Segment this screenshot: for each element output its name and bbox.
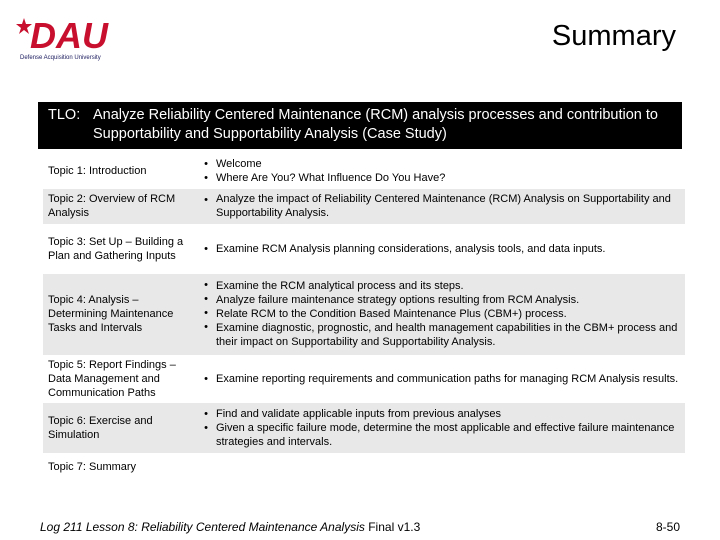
logo-subtext: Defense Acquisition University bbox=[20, 55, 101, 61]
page-number: 8-50 bbox=[655, 520, 680, 534]
topic-cell bbox=[43, 188, 196, 224]
bullets-cell: • • • • bbox=[196, 273, 216, 355]
footer-course: Log 211 Lesson 8: Reliability Centered Maintenance Analysis bbox=[40, 520, 365, 534]
page-title: Summary bbox=[551, 20, 676, 52]
bullets-cell: • bbox=[196, 224, 216, 273]
table-row bbox=[43, 355, 685, 402]
topic-name: Introduction bbox=[88, 164, 147, 177]
table-row bbox=[43, 154, 685, 188]
tlo-banner bbox=[38, 102, 682, 149]
topic-label: Topic 6: bbox=[48, 414, 86, 427]
items-cell: Examine reporting requirements and communication paths for managing RCM Analysis results. bbox=[216, 355, 685, 402]
topic-name: Summary bbox=[88, 461, 137, 473]
topic-label: Topic 3: bbox=[48, 235, 86, 248]
bullets-cell: • • bbox=[196, 402, 216, 453]
table-row bbox=[43, 224, 685, 273]
table-row bbox=[43, 188, 685, 224]
items-cell: Find and validate applicable inputs from previous analyses Given a specific failure mode, determine the most applicable and effective failure maintenance strategies and intervals. bbox=[216, 402, 685, 453]
bullets-cell: • bbox=[196, 188, 216, 224]
topic-label: Topic 7: bbox=[48, 461, 86, 473]
bullets-cell: • bbox=[196, 355, 216, 402]
bullets-cell: • • bbox=[196, 154, 216, 188]
topic-label: Topic 2: bbox=[48, 193, 86, 205]
footer-left bbox=[40, 520, 420, 534]
items-cell: Analyze the impact of Reliability Centered Maintenance (RCM) Analysis on Supportability and Supportability Analysis. bbox=[216, 188, 685, 224]
topic-cell bbox=[43, 224, 196, 273]
topic-label: Topic 5: bbox=[48, 358, 86, 371]
topic-cell bbox=[43, 355, 196, 402]
footer-version: Final v1.3 bbox=[368, 520, 421, 534]
topic-name: Analysis – Determining Maintenance Tasks and Intervals bbox=[48, 294, 174, 334]
topic-cell bbox=[43, 154, 196, 188]
topic-name: Set Up – Building a Plan and Gathering Inputs bbox=[48, 235, 184, 262]
topic-cell bbox=[43, 273, 196, 355]
topics-table bbox=[43, 154, 685, 453]
table-row bbox=[43, 402, 685, 453]
topic-cell bbox=[43, 402, 196, 453]
tlo-text: Analyze Reliability Centered Maintenance (RCM) analysis processes and contribution to Supportability and Supportability Analysis (Case Study) bbox=[93, 107, 658, 142]
topic-name: Report Findings – Data Management and Communication Paths bbox=[48, 358, 176, 399]
table-row bbox=[43, 273, 685, 355]
dau-logo bbox=[14, 12, 194, 62]
topic-7 bbox=[48, 461, 136, 473]
topic-label: Topic 4: bbox=[48, 294, 86, 306]
tlo-label: TLO: bbox=[48, 107, 81, 123]
topic-name: Overview of RCM Analysis bbox=[48, 193, 176, 219]
items-cell: Welcome Where Are You? What Influence Do You Have? bbox=[216, 154, 685, 188]
topic-label: Topic 1: bbox=[48, 164, 86, 177]
items-cell: Examine the RCM analytical process and its steps. Analyze failure maintenance strategy options resulting from RCM Analysis. Relate RCM to the Condition Based Maintenance Plus (CBM+) process. Examine diagnostic, prognostic, and health management capabilities in the CBM+ process and their impact on Supportability and Supportability Analysis. bbox=[216, 273, 685, 355]
logo-text: DAU bbox=[30, 15, 108, 56]
items-cell: Examine RCM Analysis planning considerations, analysis tools, and data inputs. bbox=[216, 224, 685, 273]
topic-name: Exercise and Simulation bbox=[48, 414, 153, 441]
